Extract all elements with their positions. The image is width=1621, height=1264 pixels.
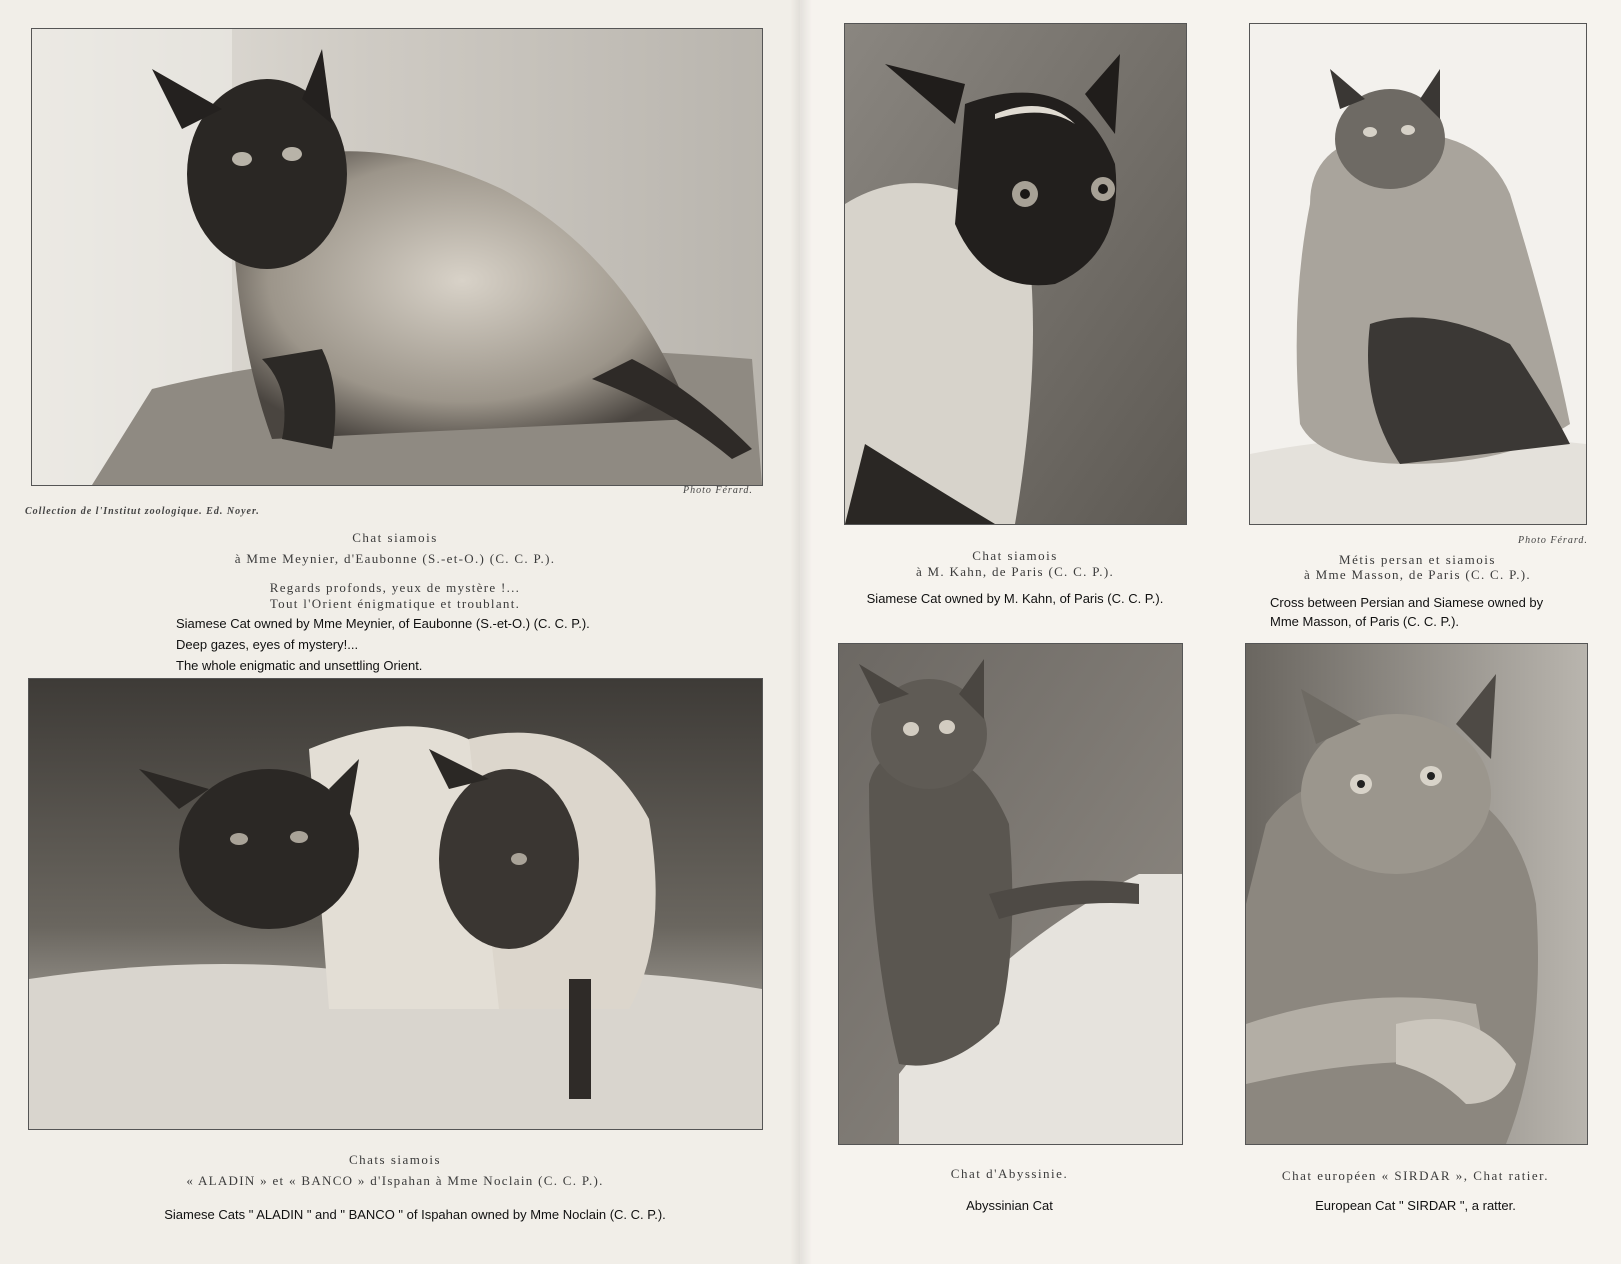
caption-fr-owner-1: à Mme Meynier, d'Eaubonne (S.-et-O.) (C. C. P.). (234, 551, 556, 566)
photo-siamese-kahn (844, 23, 1187, 525)
photo-sirdar (1245, 643, 1588, 1145)
caption-fr-verse-2: Tout l'Orient énigmatique et troublant. (269, 596, 521, 611)
caption-fr-verse-1: Regards profonds, yeux de mystère !... (269, 580, 521, 595)
caption-en-line-3: The whole enigmatic and unsettling Orient. (176, 658, 423, 673)
photo-persian-siamese-masson (1249, 23, 1587, 525)
book-gutter (790, 0, 812, 1264)
caption-fr-owner-3: à M. Kahn, de Paris (C. C. P.). (915, 564, 1115, 579)
caption-en-2: Siamese Cats " ALADIN " and " BANCO " of Ispahan owned by Mme Noclain (C. C. P.). (164, 1207, 666, 1222)
caption-fr-6: Chat européen « SIRDAR », Chat ratier. (1281, 1168, 1550, 1183)
photo-aladin-banco (28, 678, 763, 1130)
caption-en-3: Siamese Cat owned by M. Kahn, of Paris (C. C. P.). (866, 591, 1164, 606)
caption-en-4-line-1: Cross between Persian and Siamese owned by (1270, 595, 1544, 610)
photo-abyssinian (838, 643, 1183, 1145)
caption-fr-title-3: Chat siamois (972, 548, 1058, 563)
caption-en-6: European Cat " SIRDAR ", a ratter. (1315, 1198, 1516, 1213)
photo-credit-ferard-1: Photo Férard. (683, 485, 753, 496)
photo-siamese-meynier (31, 28, 763, 486)
caption-fr-5: Chat d'Abyssinie. (950, 1166, 1069, 1181)
caption-fr-title-1: Chat siamois (352, 530, 438, 545)
caption-en-line-2: Deep gazes, eyes of mystery!... (176, 637, 359, 652)
caption-en-4-line-2: Mme Masson, of Paris (C. C. P.). (1270, 614, 1460, 629)
collection-credit: Collection de l'Institut zoologique. Ed. Noyer. (25, 506, 260, 517)
caption-fr-names-2: « ALADIN » et « BANCO » d'Ispahan à Mme Noclain (C. C. P.). (186, 1173, 604, 1188)
caption-en-line-1: Siamese Cat owned by Mme Meynier, of Eaubonne (S.-et-O.) (C. C. P.). (176, 616, 590, 631)
caption-fr-owner-4: à Mme Masson, de Paris (C. C. P.). (1304, 567, 1531, 582)
caption-en-5: Abyssinian Cat (966, 1198, 1053, 1213)
caption-fr-title-2: Chats siamois (348, 1152, 442, 1167)
caption-fr-title-4: Métis persan et siamois (1339, 552, 1496, 567)
photo-credit-ferard-2: Photo Férard. (1518, 535, 1588, 546)
